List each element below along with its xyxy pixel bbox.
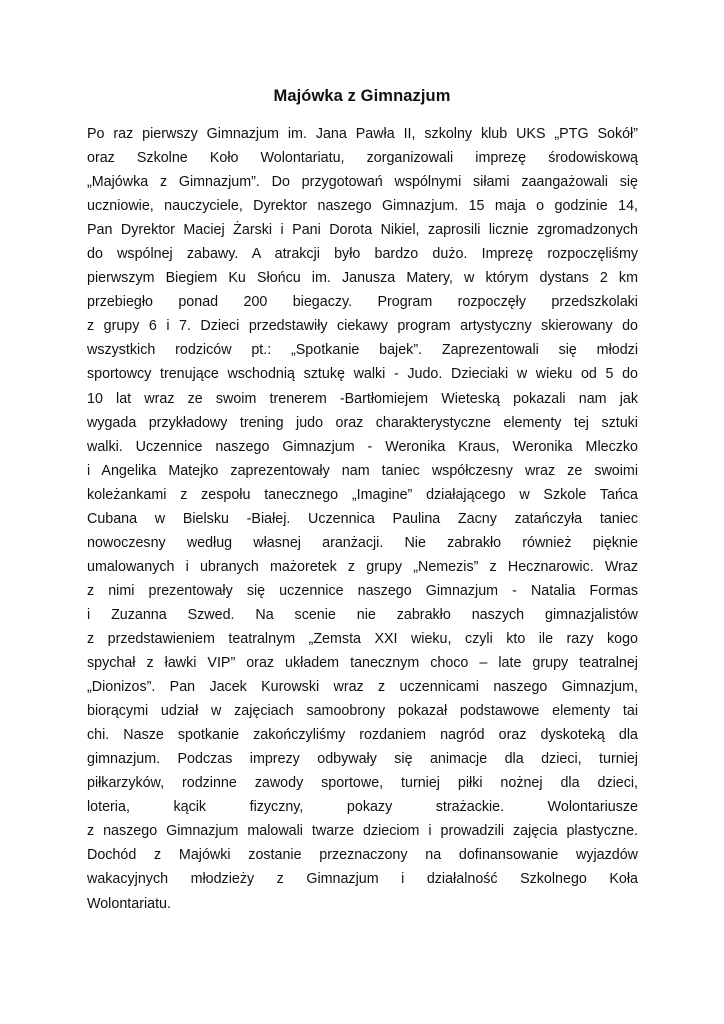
- body-line: z grupy 6 i 7. Dzieci przedstawiły ciekawy program artystyczny skierowany do: [87, 318, 638, 335]
- body-line: Wolontariatu.: [87, 895, 171, 912]
- body-line: i Zuzanna Szwed. Na scenie nie zabrakło naszych gimnazjalistów: [87, 606, 638, 623]
- body-line: piłkarzyków, rodzinne zawody sportowe, turniej piłki nożnej dla dzieci,: [87, 775, 638, 792]
- body-line: pierwszym Biegiem Ku Słońcu im. Janusza Matery, w którym dystans 2 km: [87, 270, 638, 287]
- body-line: i Angelika Matejko zaprezentowały nam taniec współczesny wraz ze swoimi: [87, 462, 638, 479]
- body-line: uczniowie, nauczyciele, Dyrektor naszego Gimnazjum. 15 maja o godzinie 14,: [87, 198, 638, 215]
- document-title: Majówka z Gimnazjum: [273, 87, 451, 105]
- body-line: biorącymi udział w zajęciach samoobrony pokazał podstawowe elementy tai: [87, 703, 638, 720]
- document-body: [87, 122, 638, 916]
- body-line: walki. Uczennice naszego Gimnazjum - Weronika Kraus, Weronika Mleczko: [87, 438, 638, 455]
- body-line: 10 lat wraz ze swoim trenerem -Bartłomiejem Wieteską pokazali nam jak: [87, 390, 638, 407]
- body-line: sportowcy trenujące wschodnią sztukę walki - Judo. Dzieciaki w wieku od 5 do: [87, 366, 638, 383]
- body-line: Pan Dyrektor Maciej Żarski i Pani Dorota Nikiel, zaprosili licznie zgromadzonych: [87, 222, 638, 239]
- body-line: Po raz pierwszy Gimnazjum im. Jana Pawła II, szkolny klub UKS „PTG Sokół”: [87, 126, 638, 142]
- body-line: Cubana w Bielsku -Białej. Uczennica Paulina Zacny zatańczyła taniec: [87, 510, 638, 527]
- body-line: Dochód z Majówki zostanie przeznaczony na dofinansowanie wyjazdów: [87, 847, 638, 864]
- body-line: z naszego Gimnazjum malowali twarze dzieciom i prowadzili zajęcia plastyczne.: [87, 823, 638, 840]
- body-line: chi. Nasze spotkanie zakończyliśmy rozdaniem nagród oraz dyskoteką dla: [87, 727, 638, 744]
- body-line: loteria, kącik fizyczny, pokazy strażackie. Wolontariusze: [87, 799, 638, 816]
- body-line: umalowanych i ubranych mażoretek z grupy „Nemezis” z Hecznarowic. Wraz: [87, 558, 638, 575]
- body-line: z przedstawieniem teatralnym „Zemsta XXI wieku, czyli kto ile razy kogo: [87, 630, 638, 647]
- body-line: wszystkich rodziców pt.: „Spotkanie bajek”. Zaprezentowali się młodzi: [87, 342, 638, 359]
- body-line: z nimi prezentowały się uczennice naszego Gimnazjum - Natalia Formas: [87, 582, 638, 599]
- body-line: oraz Szkolne Koło Wolontariatu, zorganizowali imprezę środowiskową: [87, 150, 638, 167]
- body-line: spychał z ławki VIP” oraz układem tanecznym choco – late grupy teatralnej: [87, 655, 638, 672]
- body-line: koleżankami z zespołu tanecznego „Imagine” działającego w Szkole Tańca: [87, 486, 638, 503]
- body-line: do wspólnej zabawy. A atrakcji było bardzo dużo. Imprezę rozpoczęliśmy: [87, 246, 638, 263]
- body-line: wygada przykładowy trening judo oraz charakterystyczne elementy tej sztuki: [87, 414, 638, 431]
- body-line: nowoczesny według własnej aranżacji. Nie zabrakło również pięknie: [87, 534, 638, 551]
- body-line: „Dionizos”. Pan Jacek Kurowski wraz z uczennicami naszego Gimnazjum,: [87, 679, 638, 696]
- body-line: wakacyjnych młodzieży z Gimnazjum i działalność Szkolnego Koła: [87, 871, 638, 888]
- body-line: „Majówka z Gimnazjum”. Do przygotowań wspólnymi siłami zaangażowali się: [87, 174, 638, 191]
- body-line: przebiegło ponad 200 biegaczy. Program rozpoczęły przedszkolaki: [87, 294, 638, 311]
- body-line: gimnazjum. Podczas imprezy odbywały się animacje dla dzieci, turniej: [87, 751, 638, 768]
